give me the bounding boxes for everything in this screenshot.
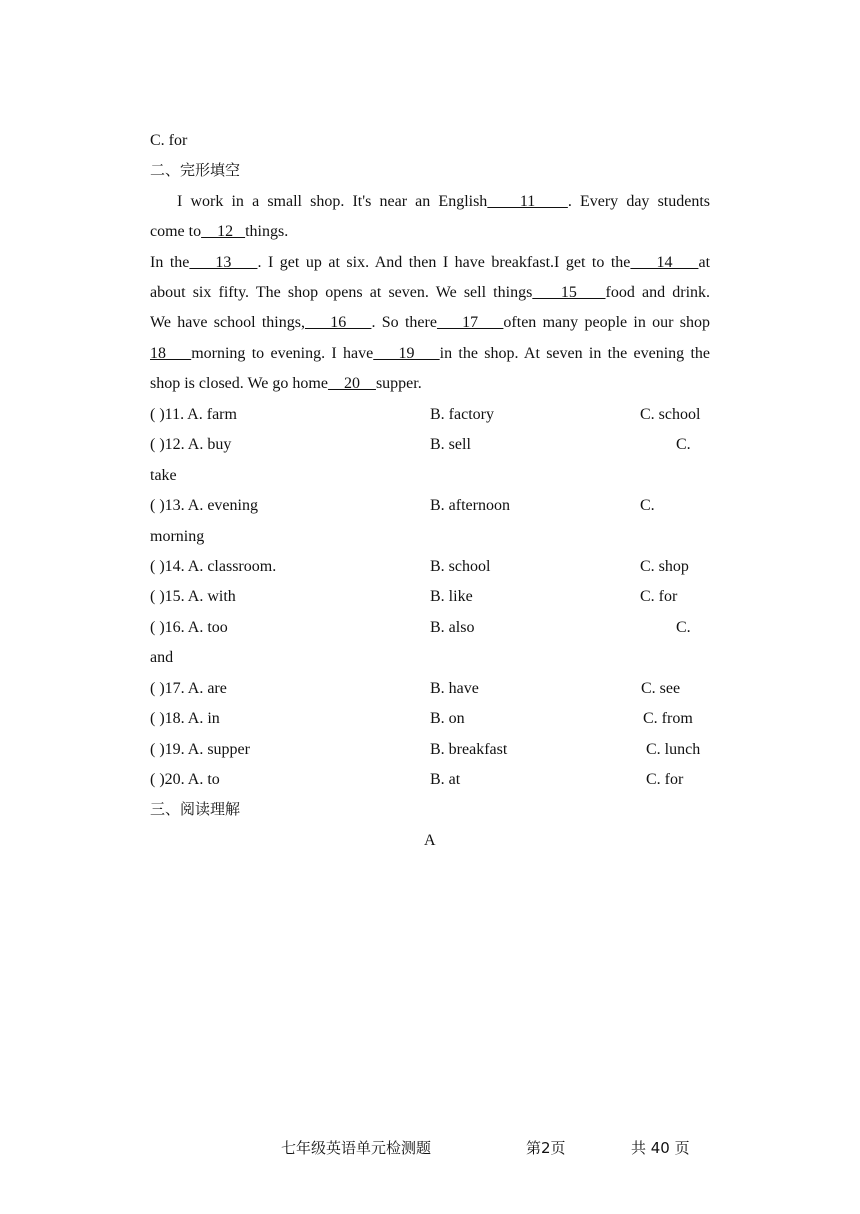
passage-line-6: 18 morning to evening. I have 19 in the shop. At seven in the evening the xyxy=(150,345,711,362)
question-15-option-c: C. for xyxy=(640,588,678,605)
blank-13: 13 xyxy=(189,254,258,271)
passage-line-3: In the 13 . I get up at six. And then I have breakfast.I get to the 14 at xyxy=(150,254,711,271)
passage-a-label: A xyxy=(424,832,436,849)
question-17-option-a: ( )17. A. are xyxy=(150,680,227,697)
question-18-option-a: ( )18. A. in xyxy=(150,710,220,727)
passage-line-5: We have school things, 16 . So there 17 often many people in our shop xyxy=(150,314,711,331)
question-18-option-c: C. from xyxy=(643,710,693,727)
blank-11: 11 xyxy=(487,193,568,210)
passage-line-2: come to 12 things. xyxy=(150,223,289,240)
previous-option-c: C. for xyxy=(150,132,188,149)
question-12-option-b: B. sell xyxy=(430,436,471,453)
section-heading-reading: 三、阅读理解 xyxy=(150,800,241,818)
question-13-option-a: ( )13. A. evening xyxy=(150,497,258,514)
passage-line-7: shop is closed. We go home 20 supper. xyxy=(150,375,422,392)
footer-page-number: 第2页 xyxy=(526,1139,566,1157)
footer-total-pages: 共 40 页 xyxy=(631,1139,690,1157)
blank-17: 17 xyxy=(436,314,504,331)
question-18-option-b: B. on xyxy=(430,710,465,727)
blank-14: 14 xyxy=(630,254,699,271)
question-12-option-c: C. xyxy=(676,436,691,453)
section-heading-cloze: 二、完形填空 xyxy=(150,161,241,179)
question-12-option-c-wrap: take xyxy=(150,467,177,484)
question-16-option-c-wrap: and xyxy=(150,649,174,666)
question-14-option-c: C. shop xyxy=(640,558,689,575)
question-16-option-c: C. xyxy=(676,619,691,636)
question-20-option-b: B. at xyxy=(430,771,461,788)
question-17-option-c: C. see xyxy=(641,680,681,697)
blank-12: 12 xyxy=(201,223,246,240)
question-13-option-c-wrap: morning xyxy=(150,528,205,545)
question-12-option-a: ( )12. A. buy xyxy=(150,436,232,453)
question-15-option-a: ( )15. A. with xyxy=(150,588,236,605)
question-20-option-c: C. for xyxy=(646,771,684,788)
question-19-option-c: C. lunch xyxy=(646,741,701,758)
blank-20: 20 xyxy=(327,375,376,392)
question-16-option-b: B. also xyxy=(430,619,475,636)
blank-18: 18 xyxy=(150,345,192,362)
question-15-option-b: B. like xyxy=(430,588,473,605)
blank-16: 16 xyxy=(304,314,372,331)
passage-line-4: about six fifty. The shop opens at seven. We sell things 15 food and drink. xyxy=(150,284,711,301)
question-11-option-b: B. factory xyxy=(430,406,494,423)
question-11-option-c: C. school xyxy=(640,406,701,423)
question-19-option-a: ( )19. A. supper xyxy=(150,741,250,758)
question-20-option-a: ( )20. A. to xyxy=(150,771,220,788)
question-19-option-b: B. breakfast xyxy=(430,741,508,758)
passage-line-1: I work in a small shop. It's near an English 11 . Every day students xyxy=(177,193,711,210)
blank-19: 19 xyxy=(373,345,440,362)
question-14-option-b: B. school xyxy=(430,558,491,575)
blank-15: 15 xyxy=(532,284,606,301)
question-11-option-a: ( )11. A. farm xyxy=(150,406,237,423)
question-13-option-b: B. afternoon xyxy=(430,497,510,514)
question-17-option-b: B. have xyxy=(430,680,479,697)
question-14-option-a: ( )14. A. classroom. xyxy=(150,558,277,575)
footer-title: 七年级英语单元检测题 xyxy=(281,1139,432,1157)
question-16-option-a: ( )16. A. too xyxy=(150,619,228,636)
question-13-option-c: C. xyxy=(640,497,655,514)
